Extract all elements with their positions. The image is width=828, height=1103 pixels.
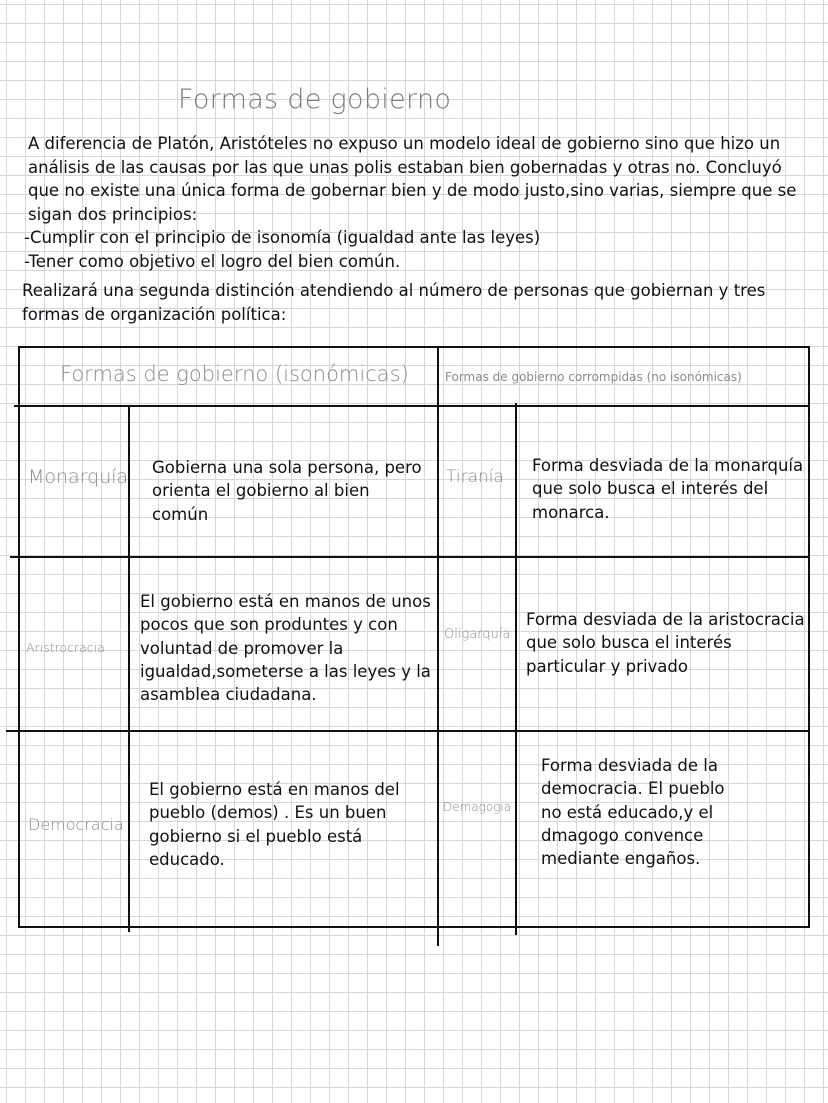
second-paragraph: Realizará una segunda distinción atendiendo al número de personas que gobiernan y tres formas de organización política: — [22, 281, 766, 324]
table-line — [6, 730, 810, 732]
table-line — [18, 926, 810, 928]
table-line — [808, 346, 810, 928]
bad-form-name: Tiranía — [446, 467, 504, 487]
bad-form-name: Demagogia — [443, 800, 512, 814]
bad-form-desc: Forma desviada de la monarquía que solo busca el interés del monarca. — [532, 456, 804, 522]
table-line — [10, 556, 810, 558]
good-form-desc: El gobierno está en manos de unos pocos que son produntes y con voluntad de promover la igualdad,someterse a las leyes y la asamblea ciudadana. — [140, 592, 431, 705]
good-form-name: Democracia — [28, 815, 124, 834]
good-form-desc: Gobierna una sola persona, pero orienta el gobierno al bien común — [152, 458, 422, 524]
table-line — [14, 405, 810, 407]
bad-form-desc: Forma desviada de la aristocracia que solo busca el interés particular y privado — [526, 610, 805, 676]
page-title: Formas de gobierno — [178, 84, 452, 115]
principle-1: -Cumplir con el principio de isonomía (igualdad ante las leyes) — [24, 228, 541, 247]
bad-form-desc: Forma desviada de la democracia. El pueblo no está educado,y el dmagogo convence mediante engaños. — [541, 756, 725, 869]
table-line — [128, 406, 130, 932]
header-isonomic: Formas de gobierno (isonómicas) — [60, 362, 409, 386]
bad-form-name: Oligarquía — [444, 627, 511, 642]
table-line — [18, 346, 20, 928]
intro-paragraph: A diferencia de Platón, Aristóteles no expuso un modelo ideal de gobierno sino que hizo un análisis de las causas por las que unas polis estaban bien gobernadas y otras no. Concluyó que no existe una única forma de gobernar bien y de modo justo,sino varias, siempre que se sigan dos principios: — [28, 134, 797, 224]
header-corrupt: Formas de gobierno corrompidas (no isonómicas) — [445, 370, 742, 384]
principle-2: -Tener como objetivo el logro del bien común. — [24, 251, 401, 271]
good-form-name: Monarquía — [28, 466, 129, 488]
good-form-desc: El gobierno está en manos del pueblo (demos) . Es un buen gobierno si el pueblo está educado. — [149, 780, 400, 869]
table-line — [18, 346, 810, 348]
table-line — [515, 403, 517, 935]
table-line — [437, 346, 439, 946]
intro-block — [24, 132, 818, 273]
good-form-name: Aristrocracia — [26, 640, 105, 655]
